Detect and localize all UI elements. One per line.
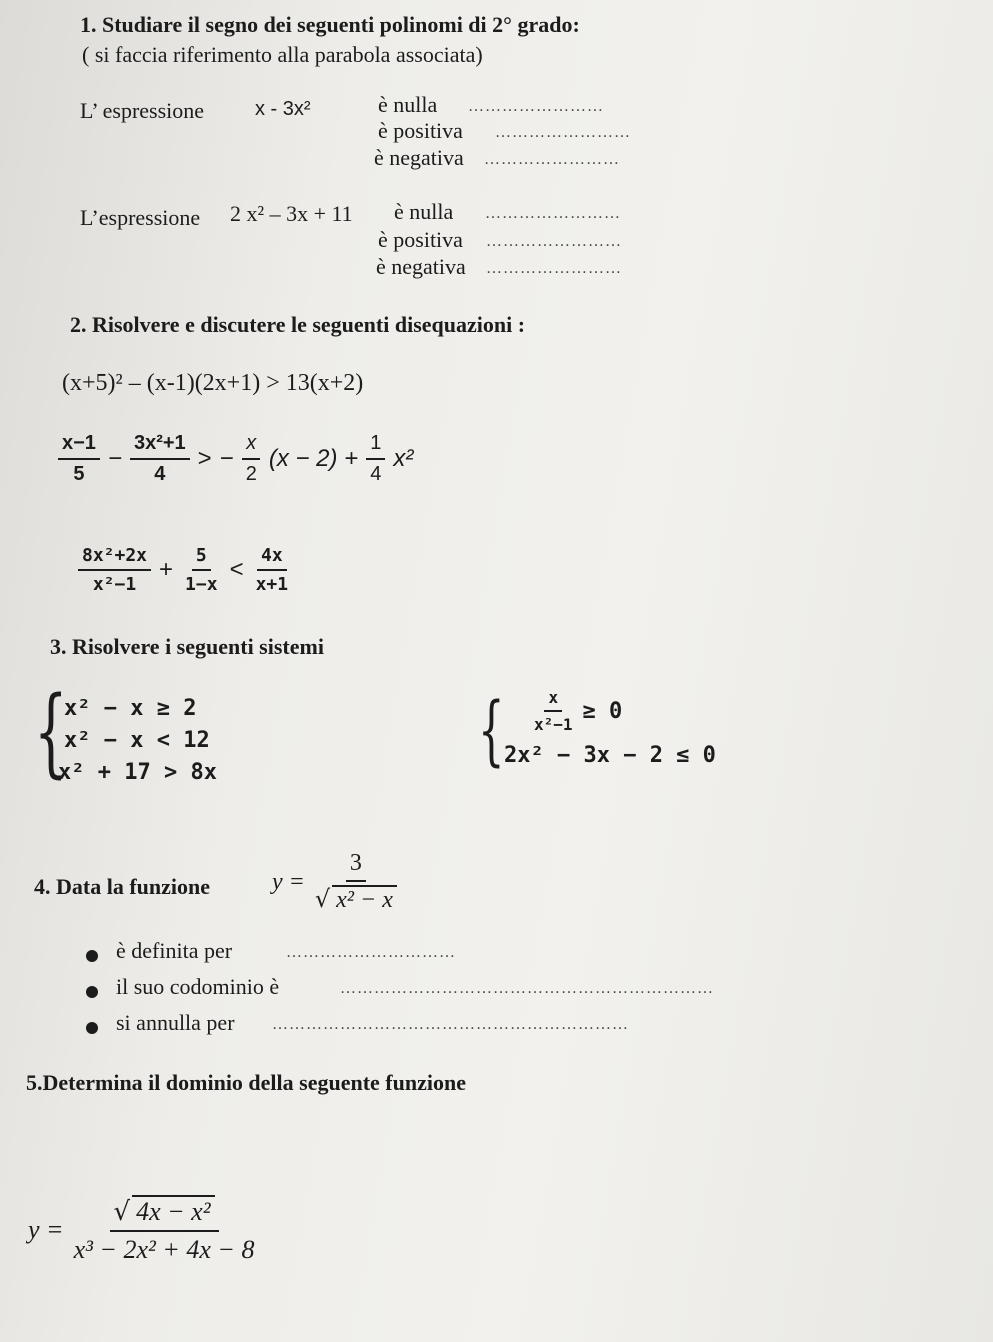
q3-system-1-line-1: x² − x ≥ 2 xyxy=(64,696,197,721)
q4-bullet-1: è definita per xyxy=(116,938,233,963)
q1-expr2-negativa: è negativa xyxy=(376,254,466,279)
q3-system-1-line-3: x² + 17 > 8x xyxy=(58,760,217,785)
operator: + xyxy=(159,556,174,583)
bullet-icon xyxy=(86,950,98,962)
relation: > xyxy=(197,445,212,472)
radicand: x² − x xyxy=(332,885,397,914)
q4-title: 4. Data la funzione xyxy=(34,874,210,899)
q5-function xyxy=(28,1195,258,1265)
tail-term: x² xyxy=(393,445,414,472)
denominator: x²−1 xyxy=(92,574,137,595)
q2-ineq2-frac-2 xyxy=(130,432,190,486)
numerator: 1 xyxy=(366,432,385,460)
relation: < xyxy=(229,556,244,583)
q1-expr2-label: L’espressione xyxy=(80,205,201,230)
bullet-icon xyxy=(86,986,98,998)
q1-title: 1. Studiare il segno dei seguenti polinomi di 2° grado: xyxy=(80,12,580,37)
system-1-brace-icon: { xyxy=(34,676,68,788)
operator: − xyxy=(107,445,122,472)
numerator: 3 xyxy=(346,850,366,882)
q1-expr1-positiva: è positiva xyxy=(378,118,463,143)
q3-system-2-line-2: 2x² − 3x − 2 ≤ 0 xyxy=(504,743,716,768)
q4-bullet-2-dots: ………………………………………………………… xyxy=(340,980,714,997)
q3-system-1-line-2: x² − x < 12 xyxy=(64,728,210,753)
q4-bullet-3-dots: ……………………………………………………… xyxy=(272,1016,629,1033)
sqrt-icon: √ xyxy=(314,885,331,913)
system-2-brace-icon: { xyxy=(478,685,505,774)
denominator xyxy=(311,882,401,914)
numerator: 5 xyxy=(192,545,211,571)
q2-ineq3-frac-3 xyxy=(252,545,293,595)
q1-expr2-math: 2 x² – 3x + 11 xyxy=(230,201,353,226)
q1-expr1-negativa: è negativa xyxy=(374,145,464,170)
q2-ineq3-frac-1 xyxy=(78,545,151,595)
q4-bullet-2: il suo codominio è xyxy=(116,974,280,999)
denominator: 5 xyxy=(73,463,85,485)
q1-expr2-negativa-dots: …………………… xyxy=(486,260,622,277)
denominator: x²−1 xyxy=(534,715,573,734)
radicand: 4x − x² xyxy=(132,1195,214,1227)
q2-ineq2-frac-3 xyxy=(242,432,261,486)
bullet-icon xyxy=(86,1022,98,1034)
q1-expr1-negativa-dots: …………………… xyxy=(484,151,620,168)
y-equals: y = xyxy=(28,1215,64,1244)
denominator: 2 xyxy=(245,463,257,485)
denominator: 4 xyxy=(370,463,382,485)
q4-function xyxy=(272,850,401,914)
y-equals: y = xyxy=(272,868,305,895)
q1-expr2-nulla-dots: …………………… xyxy=(485,205,621,222)
middle-term: (x − 2) + xyxy=(268,445,359,472)
q1-expr2-nulla: è nulla xyxy=(394,199,454,224)
q4-function-frac xyxy=(311,850,401,914)
negation: − xyxy=(219,445,234,472)
q1-subtitle: ( si faccia riferimento alla parabola associata) xyxy=(82,42,483,67)
denominator: 4 xyxy=(154,463,166,485)
q5-title: 5.Determina il dominio della seguente funzione xyxy=(26,1070,466,1095)
denominator: x+1 xyxy=(255,574,289,595)
q1-expr2-positiva: è positiva xyxy=(378,227,463,252)
denominator: 1−x xyxy=(185,574,218,595)
numerator: x xyxy=(242,432,260,460)
q1-expr1-label: L’ espressione xyxy=(80,98,205,123)
q3-system-2-frac xyxy=(530,688,577,734)
q1-expr1-math: x - 3x² xyxy=(255,98,311,120)
numerator: x−1 xyxy=(58,432,100,460)
q2-inequality-3 xyxy=(78,545,292,595)
relation: ≥ 0 xyxy=(582,698,623,724)
sqrt-icon: √ xyxy=(113,1197,131,1227)
q1-expr1-nulla: è nulla xyxy=(378,92,438,117)
q2-inequality-2 xyxy=(58,432,413,486)
q2-ineq3-frac-2 xyxy=(181,545,222,595)
denominator: x³ − 2x² + 4x − 8 xyxy=(73,1235,255,1264)
q5-function-frac xyxy=(70,1195,259,1265)
q4-bullet-1-dots: ………………………… xyxy=(286,944,456,961)
numerator: 8x²+2x xyxy=(78,545,151,571)
numerator xyxy=(110,1195,219,1232)
numerator: 3x²+1 xyxy=(130,432,190,460)
q2-ineq2-frac-4 xyxy=(366,432,385,486)
q2-title: 2. Risolvere e discutere le seguenti disequazioni : xyxy=(70,312,526,337)
q4-bullet-3: si annulla per xyxy=(116,1010,235,1035)
numerator: 4x xyxy=(257,545,287,571)
q3-system-2-line-1 xyxy=(530,688,622,734)
q1-expr1-nulla-dots: …………………… xyxy=(468,98,604,115)
q1-expr2-positiva-dots: …………………… xyxy=(486,233,622,250)
q2-inequality-1: (x+5)² – (x-1)(2x+1) > 13(x+2) xyxy=(62,370,364,396)
q1-expr1-positiva-dots: …………………… xyxy=(495,124,631,141)
q3-title: 3. Risolvere i seguenti sistemi xyxy=(50,634,324,659)
q2-ineq2-frac-1 xyxy=(58,432,100,486)
numerator: x xyxy=(544,688,562,712)
